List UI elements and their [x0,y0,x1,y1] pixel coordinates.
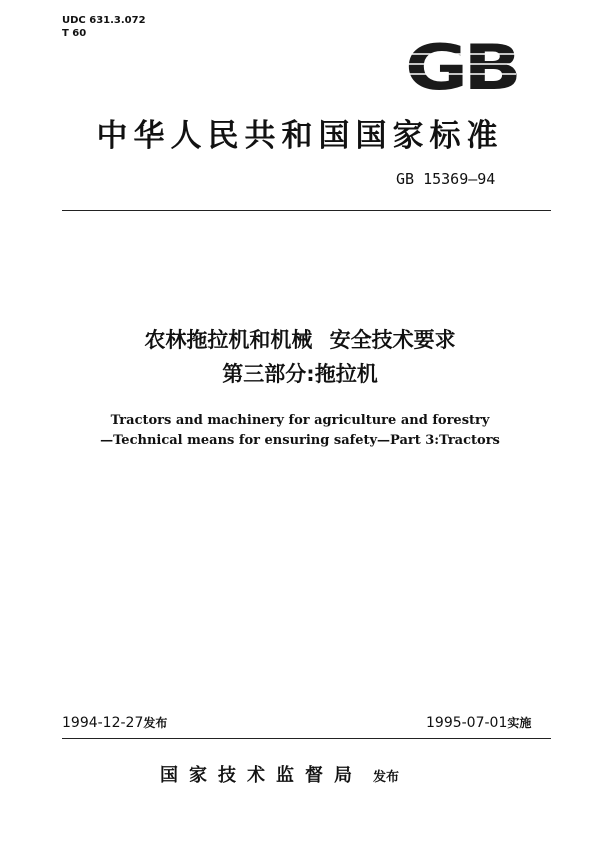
category-code: T 60 [62,28,87,39]
udc-code: UDC 631.3.072 [62,15,146,26]
gb-logo-text: GB [405,36,517,92]
title-chinese-line2: 第三部分:拖拉机 [222,362,378,386]
issue-date-value: 1994-12-27 [62,715,144,731]
implementation-date-value: 1995-07-01 [426,715,508,731]
title-chinese-line1: 农林拖拉机和机械 安全技术要求 [144,328,456,352]
implementation-date-suffix: 实施 [507,716,532,730]
standard-number: GB 15369—94 [396,170,496,188]
issue-date [62,714,167,731]
issuer-name: 国家技术监督局 [160,765,363,786]
issuer [160,761,399,787]
bottom-divider [62,738,551,739]
issuer-suffix: 发布 [373,770,400,785]
implementation-date [426,714,531,731]
udc-classification [62,14,146,40]
title-english-line1: Tractors and machinery for agriculture and forestry [110,413,490,428]
issue-date-suffix: 发布 [143,716,168,730]
title-english-line2: —Technical means for ensuring safety—Part 3:Tractors [100,433,500,448]
gb-logo [402,36,520,92]
top-divider [62,210,551,211]
national-standard-heading: 中华人民共和国国家标准 [96,118,504,154]
